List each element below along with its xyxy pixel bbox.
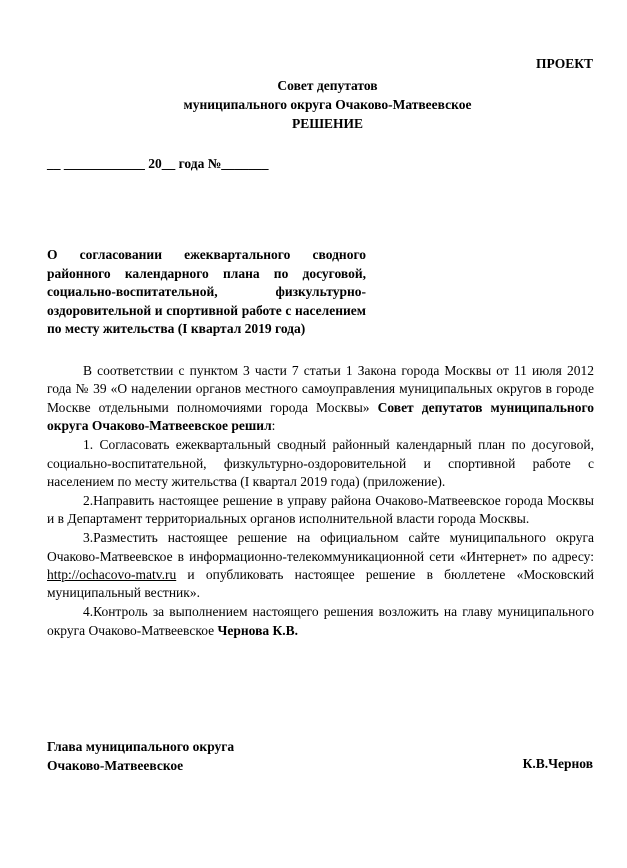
item-4-responsible-name: Чернова К.В. [217,622,299,638]
item-3-text-end: и опубликовать настоящее решение в бюллетене «Московский муниципальный вестник». [47,566,594,601]
item-1: 1. Согласовать ежеквартальный сводный районный календарный план по досуговой, социально-воспитательной, физкультурно-оздоровительной и спортивной работе с населением по месту жительства (I квартал 2019 года) (приложение). [47,437,594,489]
item-3-text: 3.Разместить настоящее решение на официальном сайте муниципального округа Очаково-Матвеевское в информационно-телекоммуникационной сети «Интернет» по адресу: [47,530,594,564]
item-2: 2.Направить настоящее решение в управу района Очаково-Матвеевское города Москвы и в Департамент территориальных органов исполнительной власти города Москвы. [47,492,594,527]
signature-name: К.В.Чернов [522,756,593,771]
signature-title [47,738,234,775]
preamble-council-resolved: Совет депутатов муниципального округа Очаково-Матвеевское решил [47,399,594,434]
document-header [0,76,627,133]
website-link[interactable]: http://ochacovo-matv.ru [47,566,177,582]
signature-title-line1: Глава муниципального округа [47,739,235,754]
decision-body [47,362,594,640]
preamble-text: В соответствии с пунктом 3 части 7 статьи 1 Закона города Москвы от 11 июля 2012 года № 39 «О наделении органов местного самоуправления муниципальных округов в городе Москве отдельными полномочиями города Москвы» [47,363,594,415]
header-decision: РЕШЕНИЕ [291,116,364,131]
item-4 [47,603,594,640]
date-number-line: __ ____________ 20__ года №_______ [47,156,269,171]
preamble-colon: : [271,418,276,434]
project-label: ПРОЕКТ [536,56,593,71]
item-4-text: 4.Контроль за выполнением настоящего решения возложить на главу муниципального округа Очаково-Матвеевское [47,604,594,638]
item-3 [47,529,594,603]
decision-subject: О согласовании ежеквартального сводного районного календарного плана по досуговой, социально-воспитательной, физкультурно-оздоровительной и спортивной работе с населением по месту жительства (I квартал 2019 года) [47,247,366,337]
header-district: муниципального округа Очаково-Матвеевское [183,97,472,112]
preamble-paragraph [47,362,594,436]
signature-title-line2: Очаково-Матвеевское [47,757,184,773]
header-council: Совет депутатов [277,78,378,93]
